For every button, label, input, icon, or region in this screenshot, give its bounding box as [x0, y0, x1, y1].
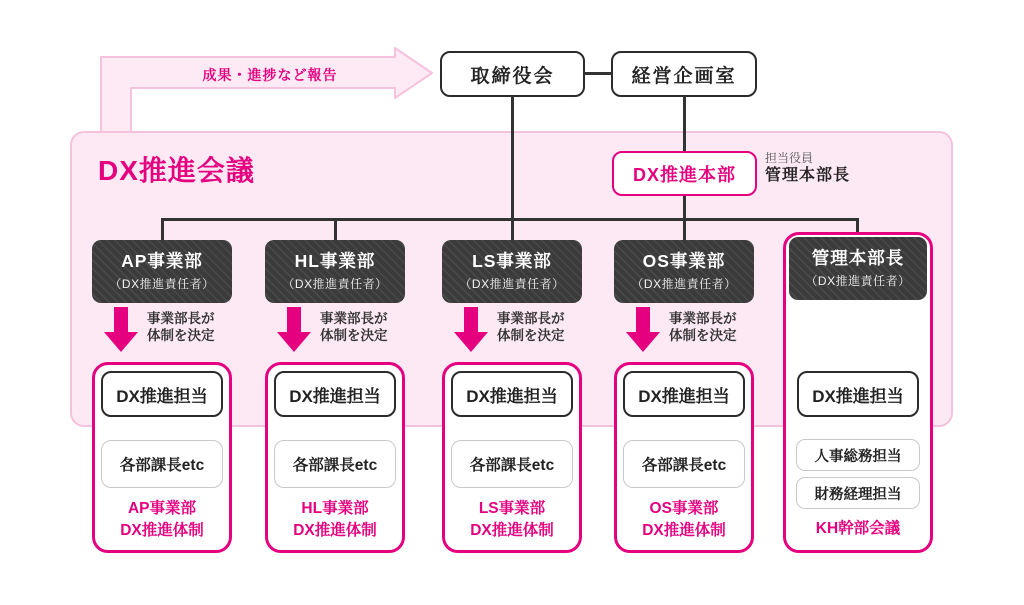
dx-hq-box: [612, 151, 757, 196]
division-subtitle: （DX推進責任者）: [631, 276, 737, 291]
team-caption-line1: OS事業部: [649, 500, 719, 517]
dx-lead-box: [451, 371, 573, 417]
decision-note-line1: 事業部長が: [320, 311, 388, 326]
dx-lead-label: DX推進担当: [289, 386, 381, 406]
member-label: 各部課長etc: [119, 457, 205, 474]
division-box-ls: [442, 240, 582, 303]
planning-label: 経営企画室: [631, 65, 737, 87]
team-caption: [816, 518, 900, 540]
decision-note-line2: 体制を決定: [497, 328, 565, 343]
team-panel-hl: [265, 362, 405, 553]
decision-note-line1: 事業部長が: [669, 311, 737, 326]
team-caption: [293, 498, 377, 542]
connector-drop-ap: [161, 218, 164, 241]
division-box-admin: [789, 237, 927, 300]
team-caption-line2: DX推進体制: [642, 522, 726, 539]
member-box-finance: [796, 477, 920, 509]
team-panel-admin: [783, 232, 933, 553]
division-subtitle: （DX推進責任者）: [805, 273, 911, 288]
dx-lead-label: DX推進担当: [116, 386, 208, 406]
connector-board-planning: [584, 72, 612, 75]
hq-officer-title: 担当役員: [765, 151, 814, 165]
down-arrow-icon: [626, 307, 660, 352]
dx-lead-label: DX推進担当: [812, 386, 904, 406]
decision-note: [320, 310, 388, 344]
decision-note: [669, 310, 737, 344]
member-box: [101, 440, 223, 488]
decision-note-line1: 事業部長が: [497, 311, 565, 326]
member-box: [623, 440, 745, 488]
team-panel-ls: [442, 362, 582, 553]
decision-group-ap: [104, 307, 244, 352]
connector-junction: [161, 218, 858, 221]
connector-planning-hq: [683, 96, 686, 152]
member-label: 財務経理担当: [814, 486, 902, 503]
division-box-hl: [265, 240, 405, 303]
dx-lead-label: DX推進担当: [638, 386, 730, 406]
member-label: 各部課長etc: [292, 457, 378, 474]
division-name: 管理本部長: [811, 248, 905, 269]
division-subtitle: （DX推進責任者）: [459, 276, 565, 291]
member-box-hr: [796, 439, 920, 471]
team-panel-os: [614, 362, 754, 553]
board-of-directors-box: [440, 51, 585, 97]
down-arrow-icon: [454, 307, 488, 352]
team-caption-line1: LS事業部: [478, 500, 546, 517]
member-box: [451, 440, 573, 488]
team-caption-line2: DX推進体制: [120, 522, 204, 539]
report-flow-arrow: [95, 42, 440, 134]
dx-lead-label: DX推進担当: [466, 386, 558, 406]
dx-lead-box: [623, 371, 745, 417]
connector-hq-down: [683, 195, 686, 219]
division-name: HL事業部: [294, 251, 376, 272]
division-name: AP事業部: [121, 251, 203, 272]
report-arrow-label: 成果・進捗など報告: [202, 67, 338, 83]
team-caption-line1: HL事業部: [301, 500, 369, 517]
council-title: DX推進会議: [98, 155, 255, 186]
division-subtitle: （DX推進責任者）: [282, 276, 388, 291]
team-caption: [470, 498, 554, 542]
decision-group-hl: [277, 307, 417, 352]
decision-note-line2: 体制を決定: [147, 328, 215, 343]
team-caption-line2: DX推進体制: [470, 522, 554, 539]
division-box-ap: [92, 240, 232, 303]
dx-lead-box: [101, 371, 223, 417]
decision-group-os: [626, 307, 766, 352]
decision-group-ls: [454, 307, 594, 352]
decision-note: [147, 310, 215, 344]
hq-officer-block: [765, 152, 850, 184]
decision-note-line2: 体制を決定: [320, 328, 388, 343]
division-name: LS事業部: [472, 251, 552, 272]
dx-lead-box: [274, 371, 396, 417]
division-name: OS事業部: [642, 251, 726, 272]
team-caption-line1: KH幹部会議: [815, 520, 901, 537]
decision-note-line2: 体制を決定: [669, 328, 737, 343]
team-caption: [642, 498, 726, 542]
board-label: 取締役会: [470, 65, 555, 87]
connector-drop-os: [683, 218, 686, 241]
down-arrow-icon: [277, 307, 311, 352]
division-box-os: [614, 240, 754, 303]
team-caption-line1: AP事業部: [127, 500, 197, 517]
corporate-planning-box: [611, 51, 757, 97]
team-panel-ap: [92, 362, 232, 553]
dx-lead-box: [797, 371, 919, 417]
decision-note-line1: 事業部長が: [147, 311, 215, 326]
dx-hq-label: DX推進本部: [632, 164, 736, 185]
division-subtitle: （DX推進責任者）: [109, 276, 215, 291]
team-caption-line2: DX推進体制: [293, 522, 377, 539]
member-label: 各部課長etc: [469, 457, 555, 474]
decision-note: [497, 310, 565, 344]
member-label: 人事総務担当: [814, 448, 902, 465]
member-box: [274, 440, 396, 488]
member-label: 各部課長etc: [641, 457, 727, 474]
hq-officer-name: 管理本部長: [765, 167, 851, 184]
team-caption: [120, 498, 204, 542]
down-arrow-icon: [104, 307, 138, 352]
connector-drop-hl: [334, 218, 337, 241]
